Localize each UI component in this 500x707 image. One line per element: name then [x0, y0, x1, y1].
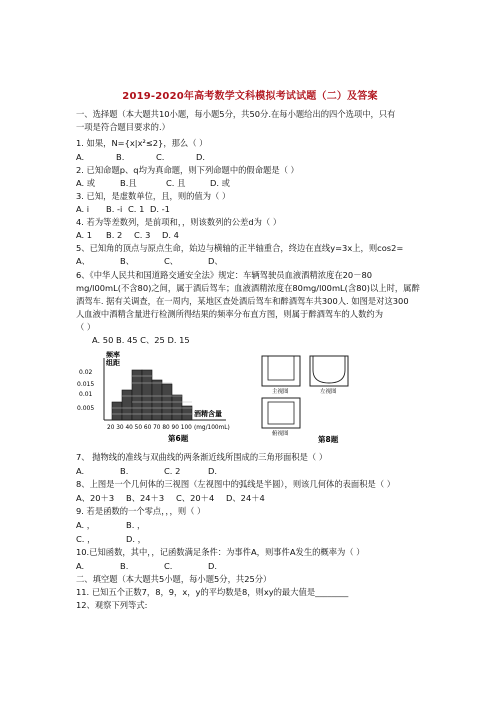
histogram-ytick-0.015: 0.015 — [77, 381, 95, 388]
q2-option-c: C. 且 — [166, 178, 186, 188]
question-6-line-5: （ ） — [76, 322, 96, 332]
side-view-arc — [313, 356, 345, 383]
q7-option-a: A. — [76, 466, 85, 476]
histogram-bar-80-90 — [172, 395, 182, 420]
q2-option-b: B.且 — [120, 178, 137, 188]
histogram-xunit: (mg/100mL) — [194, 425, 230, 431]
question-9-options-row-2 — [76, 533, 146, 545]
q2-option-a: A. 或 — [76, 178, 96, 188]
question-11: 11. 已知五个正数7，8，9，x，y的平均数是8，则xy的最大值是________ — [76, 587, 349, 597]
q5-option-b: B、 — [120, 256, 134, 266]
q10-option-a: A. — [76, 561, 85, 571]
q3-option-a: A. i — [76, 204, 90, 214]
question-1: 1. 如果，N={x|x²≤2}，那么（ ） — [76, 138, 208, 148]
question-2: 2. 已知命题p、q均为真命题，则下列命题中的假命题是（ ） — [76, 165, 299, 175]
q10-option-b: B. — [120, 561, 129, 571]
page-title: 2019-2020年高考数学文科模拟考试试题（二）及答案 — [122, 91, 378, 102]
q9-option-c: C. ， — [76, 534, 96, 544]
question-6-line-3: 酒驾车. 据有关调查，在一周内，某地区查处酒后驾车和醉酒驾车共300人. 如图是对这300 — [76, 296, 409, 306]
q1-option-d: D. — [196, 152, 206, 162]
q9-option-a: A. ， — [76, 520, 96, 530]
q10-option-c: C. — [164, 561, 173, 571]
three-views-caption: 第8题 — [318, 435, 339, 444]
question-6-line-1: 6、《中华人民共和国道路交通安全法》规定：车辆驾驶员血液酒精浓度在20－80 — [76, 270, 373, 280]
q5-option-c: C、 — [164, 256, 179, 266]
histogram-ylabel-top: 频率 — [106, 351, 120, 359]
histogram-caption: 第6题 — [168, 434, 189, 443]
top-view-inner — [268, 402, 294, 424]
q8-option-b: B、24＋3 — [126, 493, 165, 503]
question-4-options — [76, 229, 179, 241]
q1-option-a: A. — [76, 152, 85, 162]
three-views-figure — [258, 352, 358, 444]
question-10: 10.已知函数，其中，，记函数满足条件：为事件A，则事件A发生的概率为（ ） — [76, 547, 365, 557]
q8-option-d: D、24＋4 — [226, 493, 265, 503]
question-6-line-4: 人血液中酒精含量进行检测所得结果的频率分布直方图，则属于醉酒驾车的人数约为 — [76, 309, 383, 319]
histogram-ylabel-bottom: 组距 — [106, 359, 120, 367]
q8-option-c: C、20＋4 — [176, 493, 215, 503]
q7-option-c: C. 2 — [164, 466, 181, 476]
histogram-figure — [76, 350, 246, 445]
histogram-bar-30-40 — [122, 390, 132, 420]
side-view-outer — [310, 356, 348, 386]
q4-option-c: C. 3 — [134, 230, 151, 240]
histogram-ytick-0.02: 0.02 — [79, 369, 93, 376]
question-9-options-row-1 — [76, 519, 145, 531]
histogram-bar-40-50 — [132, 370, 142, 420]
q10-option-d: D. — [208, 561, 218, 571]
histogram-legend-label: 酒精含量 — [194, 410, 222, 418]
question-5: 5、已知角的顶点与原点生命，始边与横轴的正半轴重合，终边在直线y=3x上，则cos2= — [76, 243, 404, 253]
question-2-options — [76, 177, 230, 189]
section1-heading-cont: 一项是符合题目要求的.） — [76, 122, 170, 132]
q9-option-b: B. ， — [126, 520, 146, 530]
q4-option-b: B. 2 — [106, 230, 123, 240]
question-9: 9. 若是函数的一个零点，，，则（ ） — [76, 506, 206, 516]
question-12: 12、观察下列等式: — [76, 600, 148, 610]
question-7-options — [76, 465, 217, 477]
question-7: 7、 抛物线的准线与双曲线的两条渐近线所围成的三角形面积是（ ） — [76, 452, 328, 462]
question-5-options — [76, 255, 223, 267]
q8-option-a: A、20＋3 — [76, 493, 115, 503]
question-4: 4. 若为等差数列，是前项和，，则该数列的公差d为（ ） — [76, 217, 282, 227]
question-6-options: A. 50 B. 45 C、25 D. 15 — [92, 335, 190, 345]
question-3: 3. 已知，是虚数单位，且，则的值为（ ） — [76, 191, 231, 201]
front-view-inner — [268, 356, 294, 380]
question-8: 8、上图是一个几何体的三视图（左视图中的弧线是半圆），则该几何体的表面积是（ ） — [76, 479, 396, 489]
q3-option-b: B. -i — [106, 204, 123, 214]
q1-option-b: B. — [116, 152, 125, 162]
q3-option-c: C. 1 — [128, 204, 145, 214]
q5-option-a: A、 — [76, 256, 90, 266]
histogram-bar-20-30 — [112, 402, 122, 420]
q4-option-a: A. 1 — [76, 230, 93, 240]
section2-heading: 二、填空题（本大题共5小题，每小题5分，共25分） — [76, 574, 272, 584]
q3-option-d: D. -1 — [150, 204, 170, 214]
question-3-options — [76, 203, 170, 215]
q4-option-d: D. 4 — [162, 230, 179, 240]
histogram-ytick-0.005: 0.005 — [77, 405, 95, 412]
histogram-xticks: 20 30 40 50 60 70 80 90 100 — [107, 425, 192, 431]
question-6-line-2: mg/l00mL(不含80)之间，属于酒后驾车；血液酒精浓度在80mg/l00mL(含80)以上时，属醉 — [76, 283, 420, 293]
front-view-label: 主视图 — [272, 389, 289, 395]
histogram-bars — [112, 370, 192, 420]
top-view-label: 俯视图 — [272, 431, 289, 437]
histogram-ytick-0.01: 0.01 — [79, 391, 93, 398]
question-1-options — [76, 151, 205, 163]
question-10-options — [76, 560, 217, 572]
q9-option-d: D. ， — [126, 534, 146, 544]
side-view-label: 左视图 — [320, 389, 337, 395]
q7-option-d: D. — [208, 466, 218, 476]
q1-option-c: C. — [156, 152, 165, 162]
q5-option-d: D、 — [208, 256, 223, 266]
q2-option-d: D. 或 — [210, 178, 230, 188]
q7-option-b: B. — [120, 466, 129, 476]
section1-heading: 一、选择题（本大题共10小题，每小题5分，共50分.在每小题给出的四个选项中，只有 — [76, 109, 396, 119]
question-8-options — [76, 492, 265, 504]
histogram-bar-50-60 — [142, 370, 152, 420]
